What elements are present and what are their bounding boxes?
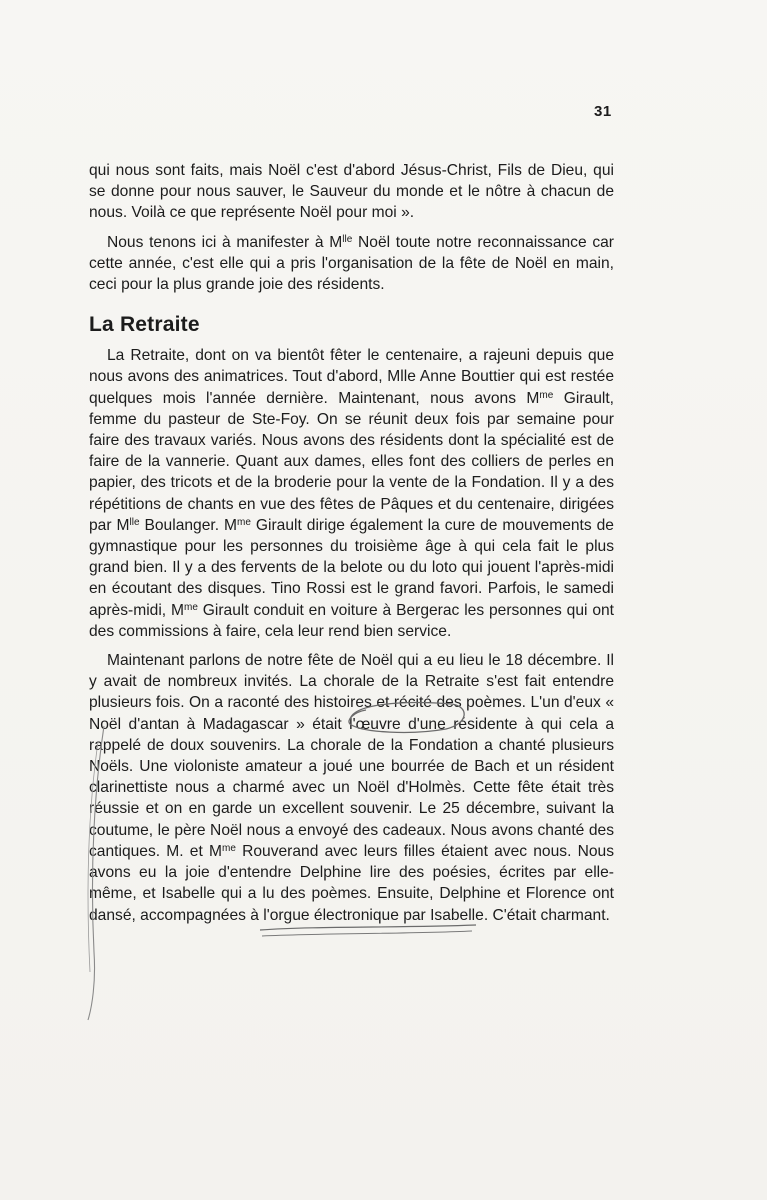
- paragraph-intro: qui nous sont faits, mais Noël c'est d'abord Jésus-Christ, Fils de Dieu, qui se donne pour nous sauver, le Sauveur du monde et le nôtre à chacun de nous. Voilà ce que représente Noël pour moi ».: [89, 162, 614, 222]
- paragraph-retraite: [89, 345, 614, 642]
- text-run: Girault conduit en voiture à Bergerac les personnes qui ont des commissions à faire, cela leur rend bien service.: [89, 601, 615, 640]
- superscript: me: [237, 516, 251, 528]
- text-run: Maintenant parlons de notre fête de Noël qui a eu lieu le 18 décembre. Il y avait de nombreux invités. La chorale de la Retraite s'est fait entendre plusieurs fois. On a raconté des histoires et récité des poèmes. L'un d'eux « Noël d'antan à Madagascar » était l'œuvre d'une résidente à qui cela a rappelé de doux souvenirs. La chorale de la Fondation a chanté plusieurs Noëls. Une violoniste amateur a joué une bourrée de Bach et un résident clarinettiste nous a charmé avec un Noël d'Holmès. Cette fête était très réussie et on en garde un excellent souvenir. Le 25 décembre, suivant la coutume, le père Noël nous a envoyé des cadeaux. Nous avons chanté des cantiques. M. et M: [89, 652, 614, 860]
- text-run: Girault, femme du pasteur de Ste-Foy. On se réunit deux fois par semaine pour faire des travaux variés. Nous avons des résidents dont la spécialité est de faire de la vannerie. Quant aux dames, elles font des colliers de perles en papier, des tricots et de la broderie pour la vente de la Fondation. Il y a des répétitions de chants en vue des fêtes de Pâques et du centenaire, dirigées par M: [89, 389, 614, 534]
- text-run: La Retraite, dont on va bientôt fêter le centenaire, a rajeuni depuis que nous avons des animatrices. Tout d'abord, Mlle Anne Bouttier qui est restée quelques mois l'année dernière. Maintenant, nous avons M: [89, 347, 614, 407]
- page-number: 31: [594, 103, 612, 120]
- text-run: Nous tenons ici à manifester à M: [107, 233, 343, 251]
- superscript: me: [539, 389, 554, 401]
- section-heading: La Retraite: [89, 313, 200, 337]
- paragraph-thanks: [89, 232, 614, 296]
- text-run: Boulanger. M: [139, 516, 238, 534]
- superscript: me: [183, 601, 198, 613]
- text-column: [89, 160, 614, 934]
- superscript: me: [222, 842, 236, 854]
- superscript: lle: [129, 516, 140, 528]
- text-run: Rouverand avec leurs filles étaient avec nous. Nous avons eu la joie d'entendre Delphine lire des poésies, écrites par elle-même, et Isabelle qui a lu des poèmes. Ensuite, Delphine et Florence ont dansé, accompagnées à l'orgue électronique par Isabelle. C'était charmant.: [89, 842, 615, 924]
- superscript: lle: [342, 233, 353, 245]
- text-run: Noël toute notre reconnaissance car cette année, c'est elle qui a pris l'organisation de la fête de Noël en main, ceci pour la plus grande joie des résidents.: [89, 233, 614, 294]
- text-run: Girault dirige également la cure de mouvements de gymnastique pour les personnes du troisième âge à qui cela fait le plus grand bien. Il y a des fervents de la belote ou du loto qui jouent l'après-midi en écoutant des disques. Tino Rossi est le grand favori. Parfois, le samedi après-midi, M: [89, 516, 614, 619]
- paragraph-fete-noel: [89, 650, 614, 926]
